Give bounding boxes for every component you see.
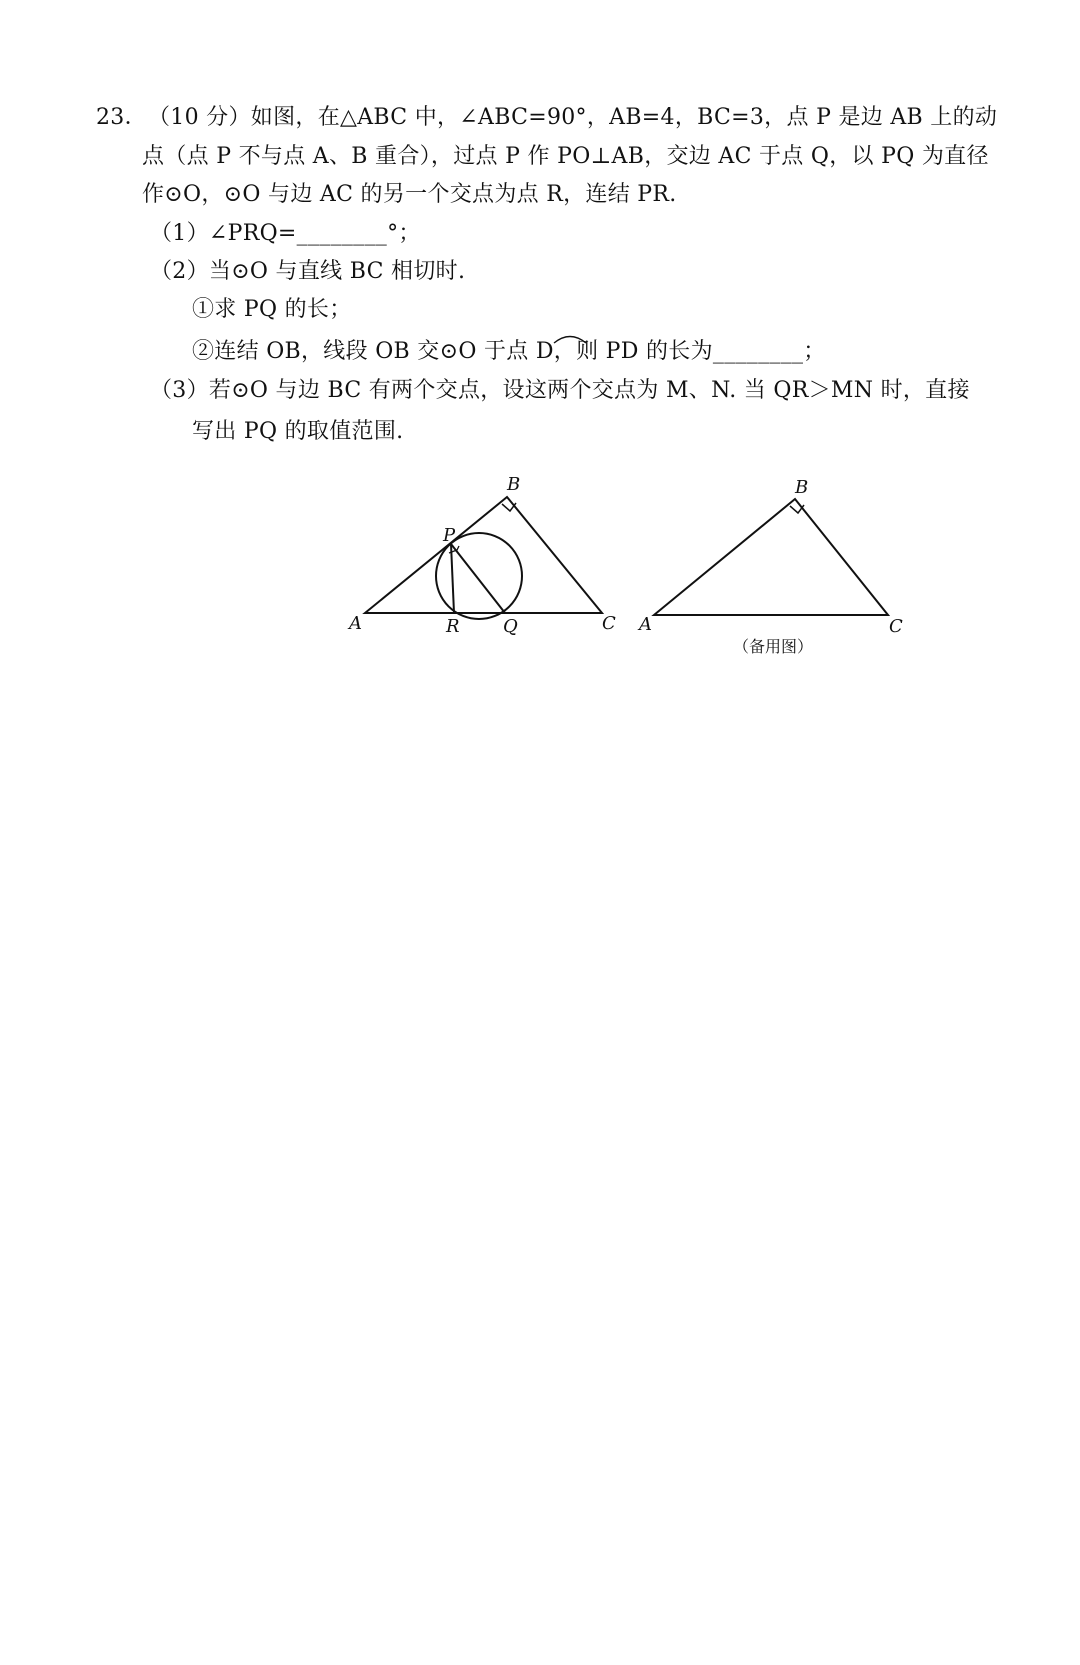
part-2: （2）当⊙O 与直线 BC 相切时. <box>150 259 466 284</box>
part-3-line-1: （3）若⊙O 与边 BC 有两个交点，设这两个交点为 M、N. 当 QR＞MN 时，直接 <box>150 378 970 403</box>
question-line-1: （10 分）如图，在△ABC 中，∠ABC=90°，AB=4，BC=3，点 P 是边 AB 上的动 <box>148 105 998 130</box>
question-line-3: 作⊙O，⊙O 与边 AC 的另一个交点为点 R，连结 PR. <box>142 182 677 207</box>
label-b-1: B <box>507 474 521 495</box>
triangle-abc-2 <box>654 499 888 615</box>
label-r: R <box>446 616 460 637</box>
part-2-sub-2: ②连结 OB，线段 OB 交⊙O 于点 D，则 PD 的长为________； <box>192 339 826 364</box>
label-c-2: C <box>889 616 903 637</box>
label-c-1: C <box>602 613 616 634</box>
question-line-2: 点（点 P 不与点 A、B 重合），过点 P 作 PO⊥AB，交边 AC 于点 Q，以 PQ 为直径 <box>142 144 989 169</box>
label-b-2: B <box>795 477 809 498</box>
label-p: P <box>443 525 456 546</box>
question-number: 23． <box>96 105 147 130</box>
label-q: Q <box>503 616 518 637</box>
label-a-2: A <box>639 614 652 635</box>
part-2-sub-1: ①求 PQ 的长； <box>192 297 352 322</box>
label-a-1: A <box>349 613 362 634</box>
figure-2-caption: （备用图） <box>733 637 814 656</box>
part-3-line-2: 写出 PQ 的取值范围. <box>192 419 404 444</box>
part-1: （1）∠PRQ=________°； <box>150 221 421 246</box>
